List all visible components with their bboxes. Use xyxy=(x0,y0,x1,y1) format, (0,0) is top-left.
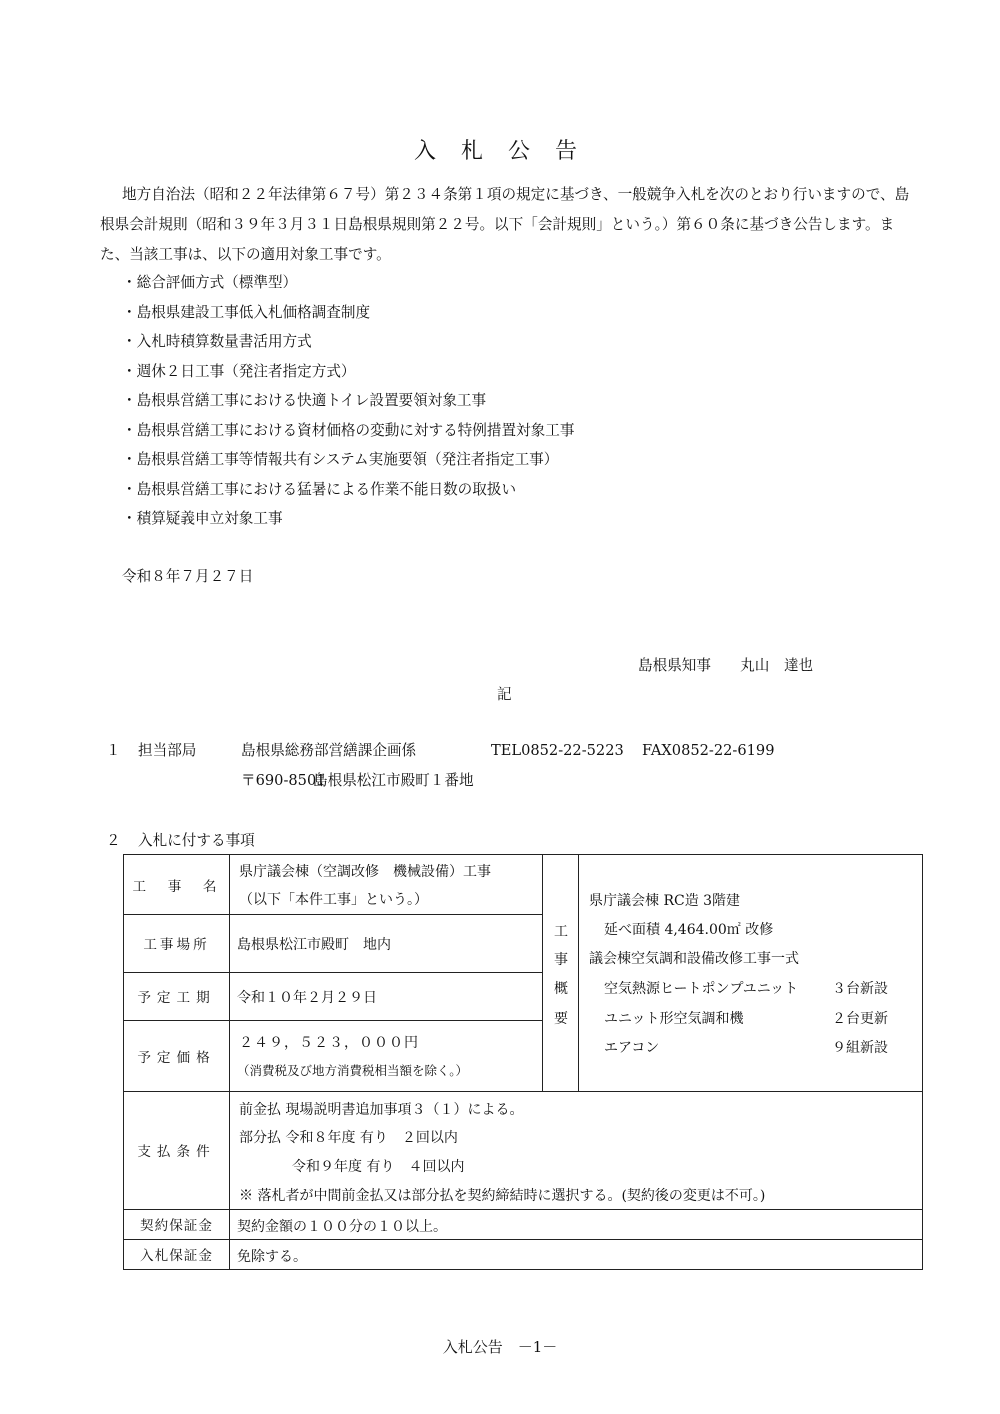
construction-site: 島根県松江市殿町 地内 xyxy=(237,937,391,953)
label-overview-char: 工 xyxy=(554,924,568,940)
construction-name: 県庁議会棟（空調改修 機械設備）工事 xyxy=(239,864,491,880)
label-schedule: 予定工期 xyxy=(137,990,216,1006)
label-contract-deposit: 契約保証金 xyxy=(140,1218,213,1234)
label-bid-deposit: 入札保証金 xyxy=(140,1248,213,1264)
overview-building: 県庁議会棟 RC造 3階建 xyxy=(589,893,741,909)
bid-deposit: 免除する。 xyxy=(237,1249,307,1265)
page-footer: 入札公告 －1－ xyxy=(442,1338,558,1356)
construction-name-note: （以下「本件工事」という。） xyxy=(239,892,428,908)
list-item: ・週休２日工事（発注者指定方式） xyxy=(122,362,356,380)
price-note: （消費税及び地方消費税相当額を除く。） xyxy=(237,1063,469,1078)
schedule: 令和１０年２月２９日 xyxy=(237,990,377,1006)
payment-partial-1: 部分払 令和８年度 有り ２回以内 xyxy=(239,1130,458,1146)
overview-item-qty: ２台更新 xyxy=(832,1011,888,1027)
fax: FAX0852-22-6199 xyxy=(642,742,775,759)
section-label: 担当部局 xyxy=(138,742,197,759)
department: 島根県総務部営繕課企画係 xyxy=(241,742,417,759)
overview-item-name: 空気熱源ヒートポンプユニット xyxy=(604,981,799,997)
label-price: 予定価格 xyxy=(137,1049,216,1066)
contract-deposit: 契約金額の１００分の１０以上。 xyxy=(237,1219,447,1235)
label-payment-terms: 支払条件 xyxy=(137,1144,216,1160)
label-construction-site: 工事場所 xyxy=(143,937,210,953)
overview-item-name: エアコン xyxy=(604,1040,660,1056)
list-item: ・入札時積算数量書活用方式 xyxy=(122,333,312,350)
label-overview-char: 要 xyxy=(554,1011,568,1027)
bid-details-table xyxy=(123,854,923,1270)
telephone: TEL0852-22-5223 xyxy=(491,742,624,759)
list-item: ・島根県建設工事低入札価格調査制度 xyxy=(122,303,371,321)
overview-area: 延べ面積 4,464.00㎡ 改修 xyxy=(604,922,774,938)
list-item: ・島根県営繕工事における猛暑による作業不能日数の取扱い xyxy=(122,480,517,498)
section-number: １ xyxy=(106,742,121,759)
payment-advance: 前金払 現場説明書追加事項３（１）による。 xyxy=(239,1102,524,1118)
payment-partial-2: 令和９年度 有り ４回以内 xyxy=(292,1159,465,1175)
section-contact xyxy=(106,740,986,800)
overview-item-name: ユニット形空気調和機 xyxy=(604,1011,744,1027)
intro-paragraph: 地方自治法（昭和２２年法律第６７号）第２３４条第１項の規定に基づき、一般競争入札を次のとおり行いますので、島根県会計規則（昭和３９年３月３１日島根県規則第２２号。以下「会計規則」という。）第６０条に基づき公告します。また、当該工事は、以下の適用対象工事です。 xyxy=(100,186,910,263)
overview-item-qty: ３台新設 xyxy=(832,981,888,997)
ki-heading: 記 xyxy=(497,686,512,703)
list-item: ・島根県営繕工事等情報共有システム実施要領（発注者指定工事） xyxy=(122,451,559,468)
postal-code: 〒690-8501 xyxy=(241,772,326,789)
overview-item-qty: ９組新設 xyxy=(832,1040,888,1056)
label-construction-name: 工 事 名 xyxy=(132,878,221,895)
list-item: ・島根県営繕工事における資材価格の変動に対する特例措置対象工事 xyxy=(122,421,575,439)
list-item: ・総合評価方式（標準型） xyxy=(122,274,298,291)
estimated-price: ２４９，５２３，０００円 xyxy=(239,1035,419,1051)
overview-work: 議会棟空気調和設備改修工事一式 xyxy=(589,951,799,967)
section-number: ２ xyxy=(106,832,121,849)
section-label: 入札に付する事項 xyxy=(138,832,255,849)
label-overview-char: 事 xyxy=(554,952,568,968)
applicable-list xyxy=(122,268,574,534)
list-item: ・島根県営繕工事における快適トイレ設置要領対象工事 xyxy=(122,392,487,409)
payment-note: ※ 落札者が中間前金払又は部分払を契約締結時に選択する。(契約後の変更は不可。) xyxy=(239,1188,766,1204)
label-overview-char: 概 xyxy=(554,981,568,997)
governor-signature: 島根県知事 丸山 達也 xyxy=(638,657,814,674)
list-item: ・積算疑義申立対象工事 xyxy=(122,510,283,527)
notice-date: 令和８年７月２７日 xyxy=(122,568,254,585)
address: 島根県松江市殿町１番地 xyxy=(313,772,474,789)
page-title: 入 札 公 告 xyxy=(414,139,586,164)
